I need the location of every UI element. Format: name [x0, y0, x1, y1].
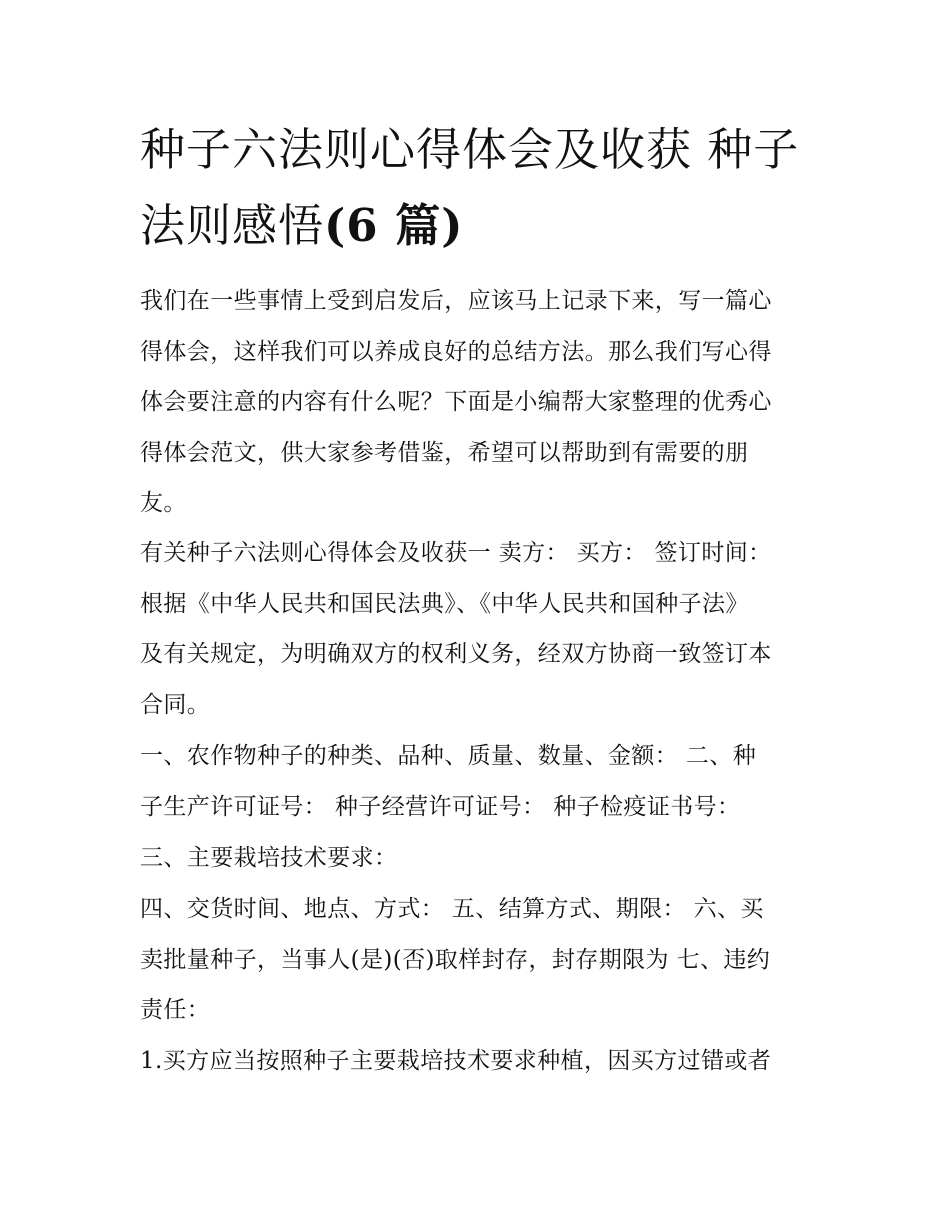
- paragraph-line: 合同。: [140, 691, 211, 718]
- paragraph-line: 友。: [140, 490, 187, 516]
- section-one-paragraph: [140, 731, 815, 832]
- title-main-text: 种子六法则心得体会及收获 种子法则感悟: [140, 123, 800, 252]
- paragraph-line: 得体会范文，供大家参考借鉴，希望可以帮助到有需要的朋: [140, 439, 749, 466]
- paragraph-line: 四、交货时间、地点、方式： 五、结算方式、期限： 六、买: [140, 896, 764, 922]
- title-suffix-text: (6 篇): [324, 199, 464, 252]
- paragraph-line: 得体会，这样我们可以养成良好的总结方法。那么我们写心得: [140, 338, 772, 365]
- paragraph-line: 及有关规定，为明确双方的权利义务，经双方协商一致签订本: [140, 641, 772, 667]
- section-four-paragraph: [140, 884, 815, 1036]
- paragraph-line: 三、主要栽培技术要求：: [140, 845, 398, 871]
- paragraph-line: 体会要注意的内容有什么呢？下面是小编帮大家整理的优秀心: [140, 389, 772, 415]
- paragraph-line: 责任：: [140, 997, 211, 1023]
- contract-intro-paragraph: [140, 528, 815, 730]
- paragraph-line: 根据《中华人民共和国民法典》、《中华人民共和国种子法》: [140, 590, 749, 617]
- paragraph-line: 1.买方应当按照种子主要栽培技术要求种植，因买方过错或者: [140, 1048, 772, 1074]
- paragraph-line: 一、农作物种子的种类、品种、质量、数量、金额： 二、种: [140, 743, 757, 769]
- document-title: [140, 112, 820, 264]
- paragraph-line: 卖批量种子，当事人(是)(否)取样封存，封存期限为 七、违约: [140, 946, 771, 973]
- clause-one-paragraph: [140, 1036, 815, 1087]
- intro-paragraph: [140, 276, 815, 529]
- paragraph-line: 我们在一些事情上受到启发后，应该马上记录下来，写一篇心: [140, 288, 772, 314]
- paragraph-line: 有关种子六法则心得体会及收获一 卖方： 买方： 签订时间：: [140, 540, 772, 566]
- section-three-paragraph: [140, 833, 815, 884]
- paragraph-line: 子生产许可证号： 种子经营许可证号： 种子检疫证书号：: [140, 793, 741, 820]
